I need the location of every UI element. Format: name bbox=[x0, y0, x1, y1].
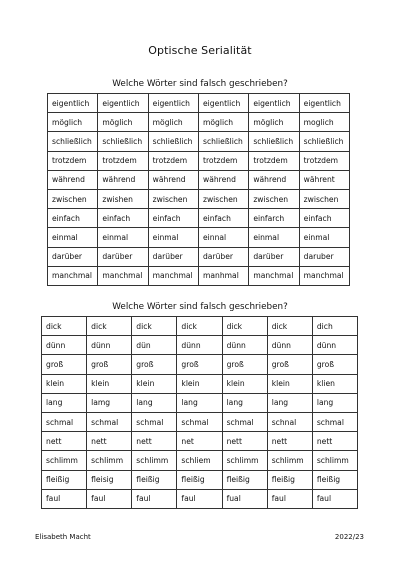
word-cell: fleißig bbox=[177, 470, 222, 489]
word-cell: dick bbox=[222, 317, 267, 336]
word-cell: groß bbox=[312, 355, 357, 374]
table-row bbox=[42, 432, 358, 451]
word-cell: eigentlich bbox=[48, 94, 98, 113]
word-cell: schließlich bbox=[98, 132, 148, 151]
word-cell: zwischen bbox=[148, 189, 198, 208]
word-cell: groß bbox=[267, 355, 312, 374]
word-cell: faul bbox=[312, 489, 357, 508]
word-cell: klein bbox=[267, 374, 312, 393]
word-cell: dünn bbox=[222, 336, 267, 355]
word-cell: schlimm bbox=[42, 451, 87, 470]
word-cell: schnal bbox=[267, 412, 312, 431]
word-cell: schmal bbox=[42, 412, 87, 431]
table-row bbox=[48, 189, 350, 208]
word-cell: trotzdem bbox=[148, 151, 198, 170]
word-cell: lang bbox=[222, 393, 267, 412]
word-cell: einmal bbox=[98, 228, 148, 247]
word-cell: schließlich bbox=[198, 132, 248, 151]
word-cell: daruber bbox=[299, 247, 349, 266]
table-row bbox=[42, 489, 358, 508]
word-cell: fual bbox=[222, 489, 267, 508]
word-cell: während bbox=[48, 170, 98, 189]
word-cell: zwischen bbox=[249, 189, 299, 208]
word-cell: eigentlich bbox=[148, 94, 198, 113]
word-cell: dünn bbox=[267, 336, 312, 355]
table-row bbox=[42, 374, 358, 393]
table-row bbox=[42, 336, 358, 355]
word-cell: lang bbox=[312, 393, 357, 412]
word-cell: groß bbox=[42, 355, 87, 374]
word-cell: darüber bbox=[98, 247, 148, 266]
page-title: Optische Serialität bbox=[148, 44, 252, 57]
word-cell: einmal bbox=[299, 228, 349, 247]
word-cell: groß bbox=[222, 355, 267, 374]
word-cell: lang bbox=[177, 393, 222, 412]
word-cell: dünn bbox=[42, 336, 87, 355]
word-cell: fleißig bbox=[222, 470, 267, 489]
word-cell: klein bbox=[222, 374, 267, 393]
word-cell: lang bbox=[132, 393, 177, 412]
word-cell: währent bbox=[299, 170, 349, 189]
table-row bbox=[48, 209, 350, 228]
word-cell: schließlich bbox=[48, 132, 98, 151]
word-cell: trotzdem bbox=[198, 151, 248, 170]
word-cell: schmal bbox=[132, 412, 177, 431]
word-cell: nett bbox=[222, 432, 267, 451]
word-cell: eigentlich bbox=[198, 94, 248, 113]
word-cell: nett bbox=[132, 432, 177, 451]
table-row bbox=[48, 170, 350, 189]
word-table-2 bbox=[41, 316, 358, 509]
word-cell: darüber bbox=[48, 247, 98, 266]
word-cell: manchmal bbox=[98, 266, 148, 285]
word-table-1 bbox=[47, 93, 350, 286]
word-cell: fleisig bbox=[87, 470, 132, 489]
word-cell: schmal bbox=[312, 412, 357, 431]
section-2-prompt: Welche Wörter sind falsch geschrieben? bbox=[112, 302, 288, 312]
word-cell: nett bbox=[312, 432, 357, 451]
word-cell: fleißig bbox=[132, 470, 177, 489]
word-cell: einmal bbox=[249, 228, 299, 247]
word-cell: nett bbox=[42, 432, 87, 451]
word-cell: nett bbox=[267, 432, 312, 451]
word-cell: darüber bbox=[148, 247, 198, 266]
word-cell: möglich bbox=[198, 113, 248, 132]
word-cell: einfach bbox=[198, 209, 248, 228]
word-cell: manchmal bbox=[249, 266, 299, 285]
word-cell: dick bbox=[42, 317, 87, 336]
word-cell: fleißig bbox=[312, 470, 357, 489]
word-cell: eigentlich bbox=[98, 94, 148, 113]
word-cell: faul bbox=[42, 489, 87, 508]
word-cell: dün bbox=[132, 336, 177, 355]
table-row bbox=[48, 113, 350, 132]
word-cell: manchmal bbox=[48, 266, 98, 285]
word-cell: zwischen bbox=[48, 189, 98, 208]
table-row bbox=[48, 228, 350, 247]
footer-author: Elisabeth Macht bbox=[35, 533, 91, 541]
word-cell: während bbox=[198, 170, 248, 189]
word-cell: einfach bbox=[48, 209, 98, 228]
table-row bbox=[48, 132, 350, 151]
word-cell: zwishen bbox=[98, 189, 148, 208]
word-cell: einfach bbox=[299, 209, 349, 228]
word-cell: schlimm bbox=[132, 451, 177, 470]
table-row bbox=[42, 470, 358, 489]
word-cell: trotzdem bbox=[249, 151, 299, 170]
table-row bbox=[48, 266, 350, 285]
word-cell: dünn bbox=[312, 336, 357, 355]
word-cell: klien bbox=[312, 374, 357, 393]
word-cell: einmal bbox=[48, 228, 98, 247]
table-row bbox=[42, 393, 358, 412]
word-cell: möglich bbox=[249, 113, 299, 132]
word-cell: dünn bbox=[87, 336, 132, 355]
word-cell: schließlich bbox=[249, 132, 299, 151]
word-cell: schmal bbox=[222, 412, 267, 431]
word-cell: schlimm bbox=[87, 451, 132, 470]
table-row bbox=[42, 317, 358, 336]
word-cell: manchmal bbox=[299, 266, 349, 285]
word-cell: schließlich bbox=[299, 132, 349, 151]
word-cell: eigentlich bbox=[249, 94, 299, 113]
word-cell: dünn bbox=[177, 336, 222, 355]
word-cell: schmal bbox=[87, 412, 132, 431]
table-row bbox=[42, 355, 358, 374]
word-cell: möglich bbox=[98, 113, 148, 132]
word-cell: lang bbox=[42, 393, 87, 412]
word-cell: net bbox=[177, 432, 222, 451]
word-cell: während bbox=[249, 170, 299, 189]
footer-year: 2022/23 bbox=[334, 533, 364, 541]
word-cell: möglich bbox=[148, 113, 198, 132]
word-cell: einnal bbox=[198, 228, 248, 247]
word-cell: fleißig bbox=[267, 470, 312, 489]
word-cell: klein bbox=[132, 374, 177, 393]
word-cell: schmal bbox=[177, 412, 222, 431]
word-cell: lamg bbox=[87, 393, 132, 412]
word-cell: einfach bbox=[98, 209, 148, 228]
word-cell: lang bbox=[267, 393, 312, 412]
table-row bbox=[48, 247, 350, 266]
word-cell: groß bbox=[132, 355, 177, 374]
word-cell: einmal bbox=[148, 228, 198, 247]
word-cell: groß bbox=[177, 355, 222, 374]
word-cell: moglich bbox=[299, 113, 349, 132]
word-cell: zwischen bbox=[198, 189, 248, 208]
word-cell: schlimm bbox=[312, 451, 357, 470]
word-cell: dick bbox=[87, 317, 132, 336]
word-cell: schließlich bbox=[148, 132, 198, 151]
word-cell: faul bbox=[267, 489, 312, 508]
word-cell: trotzdem bbox=[299, 151, 349, 170]
word-cell: möglich bbox=[48, 113, 98, 132]
word-cell: nett bbox=[87, 432, 132, 451]
word-cell: dick bbox=[132, 317, 177, 336]
word-cell: klein bbox=[87, 374, 132, 393]
word-cell: faul bbox=[87, 489, 132, 508]
word-cell: einfarch bbox=[249, 209, 299, 228]
word-cell: eigentlich bbox=[299, 94, 349, 113]
word-cell: faul bbox=[177, 489, 222, 508]
word-cell: schlimm bbox=[222, 451, 267, 470]
table-row bbox=[42, 451, 358, 470]
word-cell: darüber bbox=[249, 247, 299, 266]
word-cell: schliem bbox=[177, 451, 222, 470]
word-cell: darüber bbox=[198, 247, 248, 266]
table-row bbox=[48, 94, 350, 113]
word-cell: faul bbox=[132, 489, 177, 508]
word-cell: klein bbox=[177, 374, 222, 393]
word-cell: groß bbox=[87, 355, 132, 374]
word-cell: dick bbox=[177, 317, 222, 336]
word-cell: dich bbox=[312, 317, 357, 336]
word-cell: trotzdem bbox=[98, 151, 148, 170]
word-cell: einfach bbox=[148, 209, 198, 228]
word-cell: manchmal bbox=[148, 266, 198, 285]
word-cell: während bbox=[148, 170, 198, 189]
table-row bbox=[48, 151, 350, 170]
section-1-prompt: Welche Wörter sind falsch geschrieben? bbox=[112, 79, 288, 89]
word-cell: während bbox=[98, 170, 148, 189]
table-row bbox=[42, 412, 358, 431]
word-cell: trotzdem bbox=[48, 151, 98, 170]
word-cell: manhmal bbox=[198, 266, 248, 285]
word-cell: dick bbox=[267, 317, 312, 336]
word-cell: zwischen bbox=[299, 189, 349, 208]
word-cell: fleißig bbox=[42, 470, 87, 489]
word-cell: klein bbox=[42, 374, 87, 393]
word-cell: schlimm bbox=[267, 451, 312, 470]
